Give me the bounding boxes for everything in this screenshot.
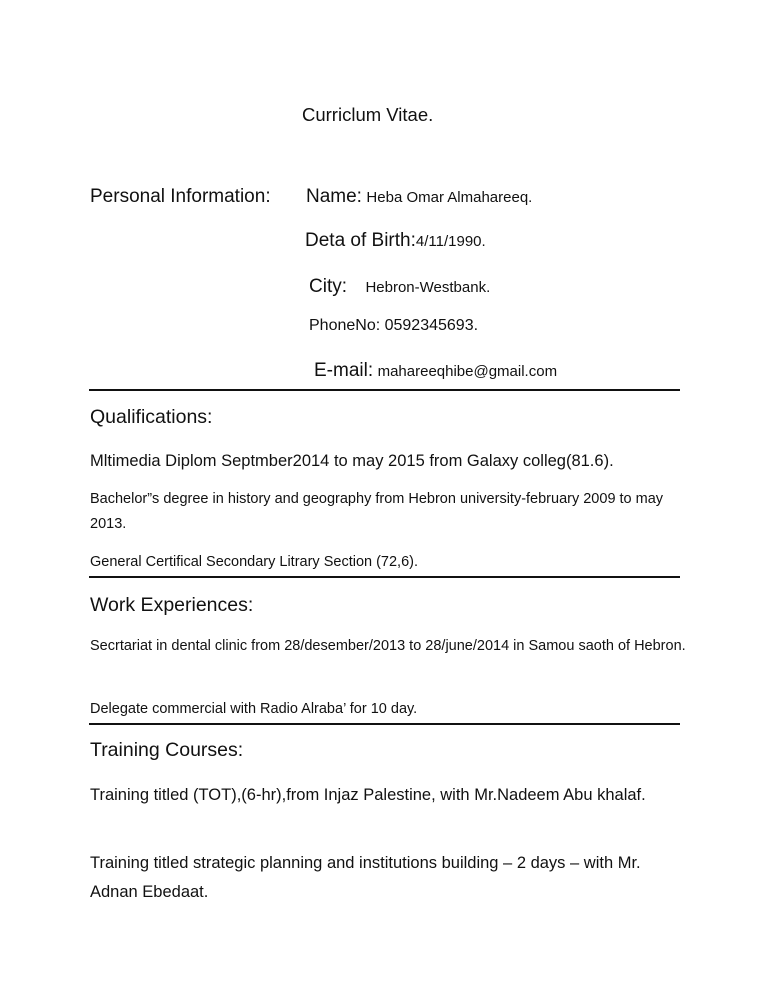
personal-information-heading: Personal Information:	[90, 186, 271, 207]
qualifications-heading: Qualifications:	[90, 406, 213, 428]
work-item: Delegate commercial with Radio Alraba’ for 10 day.	[90, 701, 418, 717]
work-item: Secrtariat in dental clinic from 28/desember/2013 to 28/june/2014 in Samou saoth of Hebron.	[90, 638, 686, 654]
qualification-item: Bachelor”s degree in history and geography from Hebron university-february 2009 to may 2013.	[90, 491, 664, 532]
name-row	[306, 186, 532, 208]
divider	[89, 576, 680, 578]
dob-value: 4/11/1990.	[415, 233, 486, 250]
email-row	[314, 360, 557, 382]
training-courses-heading: Training Courses:	[90, 739, 244, 761]
document-title: Curriclum Vitae.	[302, 104, 434, 125]
name-label: Name:	[306, 186, 362, 207]
work-experiences-heading: Work Experiences:	[90, 594, 254, 616]
qualification-item: Mltimedia Diplom Septmber2014 to may 2015 from Galaxy colleg(81.6).	[90, 452, 614, 470]
name-value: Heba Omar Almahareeq.	[366, 189, 533, 206]
city-value: Hebron-Westbank.	[365, 279, 491, 296]
qualification-item: General Certifical Secondary Litrary Section (72,6).	[90, 554, 419, 570]
divider	[89, 389, 680, 391]
dob-label: Deta of Birth:	[305, 230, 416, 251]
training-item: Training titled (TOT),(6-hr),from Injaz Palestine, with Mr.Nadeem Abu khalaf.	[90, 786, 646, 804]
dob-row	[305, 230, 486, 252]
email-value: mahareeqhibe@gmail.com	[377, 363, 558, 380]
divider	[89, 723, 680, 725]
city-label: City:	[309, 276, 347, 297]
email-label: E-mail:	[314, 360, 374, 381]
city-row	[309, 276, 490, 298]
training-item: Training titled strategic planning and institutions building – 2 days – with Mr. Adnan Ebedaat.	[90, 854, 641, 901]
phone-row: PhoneNo: 0592345693.	[309, 317, 479, 334]
